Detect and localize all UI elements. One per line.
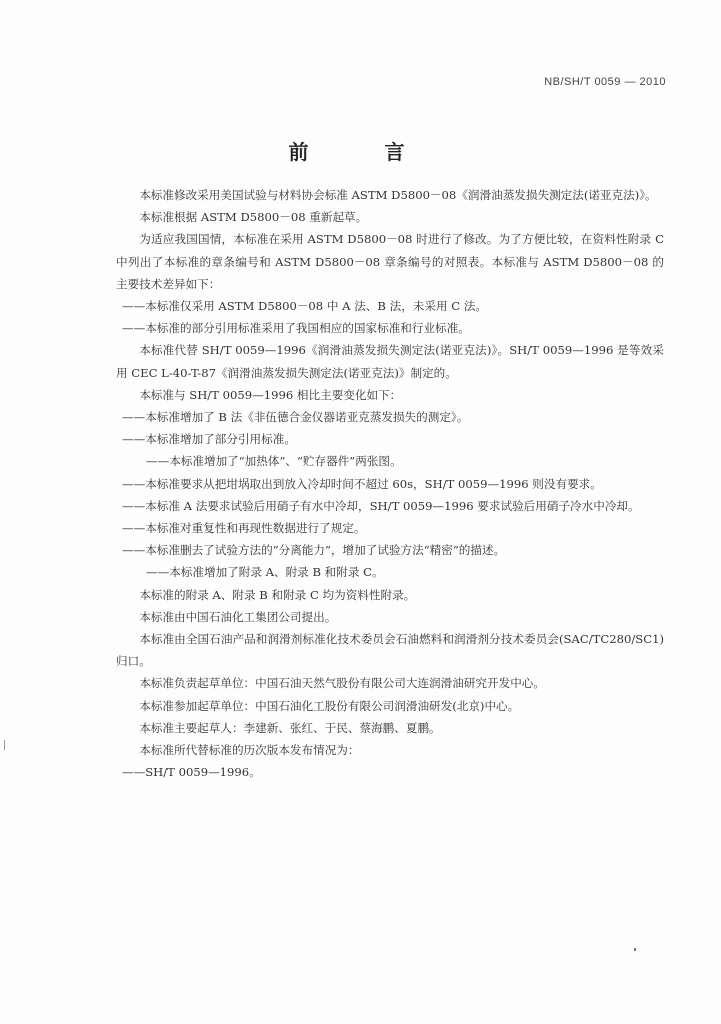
list-item: ——本标准要求从把坩埚取出到放入冷却时间不超过 60s，SH/T 0059—1996 则没有要求。	[122, 476, 602, 491]
paragraph: 为适应我国国情，本标准在采用 ASTM D5800－08 时进行了修改。为了方便比较，在资料性附录 C 中列出了本标准的章条编号和 ASTM D5800－08 章条编号的对照表。本标准与 ASTM D5800－08 的主要技术差异如下：	[116, 232, 664, 291]
list-item: ——本标准删去了试验方法的“分离能力”，增加了试验方法“精密”的描述。	[122, 543, 506, 558]
paragraph: 本标准的附录 A、附录 B 和附录 C 均为资料性附录。	[139, 587, 416, 602]
paragraph: 本标准由全国石油产品和润滑剂标准化技术委员会石油燃料和润滑剂分技术委员会(SAC/TC280/SC1)归口。	[116, 632, 664, 669]
scan-edge-mark	[4, 740, 5, 750]
paragraph: 本标准与 SH/T 0059—1996 相比主要变化如下：	[139, 387, 402, 402]
paragraph: 本标准参加起草单位：中国石油化工股份有限公司润滑油研发(北京)中心。	[139, 698, 520, 713]
paragraph: 本标准所代替标准的历次版本发布情况为：	[139, 743, 360, 758]
scan-dot-mark	[634, 948, 636, 951]
list-item: ——本标准增加了部分引用标准。	[122, 432, 296, 447]
list-item: ——本标准对重复性和再现性数据进行了规定。	[122, 521, 366, 536]
section-title: 前 言	[288, 140, 433, 164]
list-item: ——本标准增加了附录 A、附录 B 和附录 C。	[146, 565, 384, 580]
list-item: ——本标准增加了 B 法《非伍德合金仪器诺亚克蒸发损失的测定》。	[122, 410, 469, 425]
list-item: ——本标准 A 法要求试验后用硝子有水中冷却，SH/T 0059—1996 要求试验后用硝子冷水中冷却。	[122, 498, 640, 513]
paragraph: 本标准主要起草人：李建新、张红、于民、蔡海鹏、夏鹏。	[139, 720, 441, 735]
paragraph: 本标准由中国石油化工集团公司提出。	[139, 609, 337, 624]
paragraph: 本标准修改采用美国试验与材料协会标准 ASTM D5800－08《润滑油蒸发损失测定法(诺亚克法)》。	[139, 188, 657, 202]
foreword-body	[116, 184, 664, 783]
paragraph: 本标准代替 SH/T 0059—1996《润滑油蒸发损失测定法(诺亚克法)》。SH/T 0059—1996 是等效采用 CEC L-40-T-87《润滑油蒸发损失测定法(诺亚克法)》制定的。	[116, 343, 664, 380]
list-item: ——本标准仅采用 ASTM D5800－08 中 A 法、B 法，未采用 C 法。	[122, 299, 488, 314]
list-item: ——本标准的部分引用标准采用了我国相应的国家标准和行业标准。	[122, 321, 470, 336]
paragraph: 本标准根据 ASTM D5800－08 重新起草。	[139, 210, 368, 225]
standard-code: NB/SH/T 0059 — 2010	[544, 76, 666, 88]
list-item: ——SH/T 0059—1996。	[122, 765, 261, 780]
list-item: ——本标准增加了“加热体”、“贮存器件”两张图。	[146, 454, 402, 469]
paragraph: 本标准负责起草单位：中国石油天然气股份有限公司大连润滑油研究开发中心。	[139, 676, 545, 691]
